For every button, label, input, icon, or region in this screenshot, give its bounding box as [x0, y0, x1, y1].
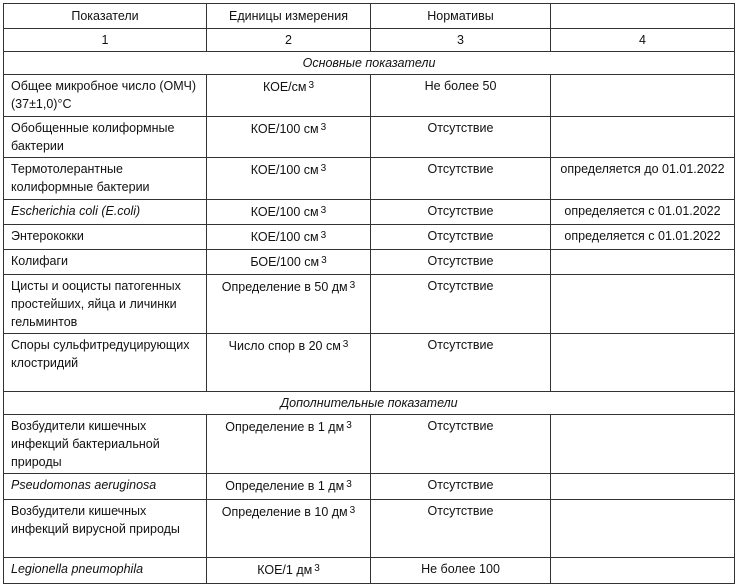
- table-row: [4, 474, 735, 500]
- section-title-additional: Дополнительные показатели: [4, 392, 735, 415]
- unit-exponent: 3: [349, 505, 356, 516]
- note-cell: [551, 250, 735, 275]
- table-row: [4, 500, 735, 558]
- unit-text: Определение в 1 дм: [225, 420, 345, 434]
- unit-exponent: 3: [320, 205, 327, 216]
- standards-table: [3, 3, 735, 584]
- table-row: [4, 117, 735, 158]
- section-row-additional: [4, 392, 735, 415]
- unit-cell: [207, 200, 371, 225]
- header-indicators: Показатели: [4, 4, 207, 29]
- unit-exponent: 3: [346, 479, 352, 490]
- unit-exponent: 3: [349, 280, 356, 291]
- norm-cell: Отсутствие: [371, 225, 551, 250]
- column-number: 3: [371, 29, 551, 52]
- section-title-main: Основные показатели: [4, 52, 735, 75]
- indicator-name: Споры сульфитредуцирующих клостридий: [4, 334, 207, 392]
- indicator-name: Термотолерантные колиформные бактерии: [4, 158, 207, 200]
- unit-exponent: 3: [320, 230, 327, 241]
- unit-cell: [207, 558, 371, 584]
- note-cell: [551, 334, 735, 392]
- indicator-name: Escherichia coli (E.coli): [4, 200, 207, 225]
- unit-text: БОЕ/100 см: [250, 255, 320, 269]
- table-row: [4, 334, 735, 392]
- unit-exponent: 3: [308, 80, 315, 91]
- table-row: [4, 415, 735, 474]
- norm-cell: Отсутствие: [371, 500, 551, 558]
- unit-text: КОЕ/100 см: [250, 163, 319, 177]
- unit-exponent: 3: [346, 420, 352, 431]
- norm-cell: Отсутствие: [371, 158, 551, 200]
- unit-cell: [207, 225, 371, 250]
- norm-cell: Отсутствие: [371, 275, 551, 334]
- section-row-main: [4, 52, 735, 75]
- header-units: Единицы измерения: [207, 4, 371, 29]
- norm-cell: Отсутствие: [371, 415, 551, 474]
- indicator-name: Возбудители кишечных инфекций вирусной природы: [4, 500, 207, 558]
- indicator-name: Legionella pneumophila: [4, 558, 207, 584]
- unit-text: КОЕ/100 см: [250, 122, 319, 136]
- note-cell: [551, 275, 735, 334]
- column-number: 4: [551, 29, 735, 52]
- unit-text: Определение в 1 дм: [225, 479, 345, 493]
- unit-exponent: 3: [314, 563, 320, 574]
- note-cell: [551, 474, 735, 500]
- table-row: [4, 158, 735, 200]
- norm-cell: Отсутствие: [371, 250, 551, 275]
- note-cell: [551, 500, 735, 558]
- unit-text: КОЕ/100 см: [250, 230, 319, 244]
- unit-text: Определение в 10 дм: [221, 505, 348, 519]
- indicator-name: Цисты и ооцисты патогенных простейших, яйца и личинки гельминтов: [4, 275, 207, 334]
- norm-cell: Отсутствие: [371, 474, 551, 500]
- table-row: [4, 250, 735, 275]
- unit-cell: [207, 415, 371, 474]
- table-row: [4, 225, 735, 250]
- table-row: [4, 558, 735, 584]
- note-cell: определяется до 01.01.2022: [551, 158, 735, 200]
- unit-cell: [207, 250, 371, 275]
- unit-text: Число спор в 20 см: [228, 339, 341, 353]
- unit-text: Определение в 50 дм: [221, 280, 348, 294]
- norm-cell: Отсутствие: [371, 334, 551, 392]
- note-cell: определяется с 01.01.2022: [551, 200, 735, 225]
- norm-cell: Отсутствие: [371, 117, 551, 158]
- norm-cell: Отсутствие: [371, 200, 551, 225]
- indicator-name: Возбудители кишечных инфекций бактериальной природы: [4, 415, 207, 474]
- indicator-name: Колифаги: [4, 250, 207, 275]
- unit-exponent: 3: [342, 339, 349, 350]
- unit-cell: [207, 334, 371, 392]
- note-cell: [551, 117, 735, 158]
- unit-exponent: 3: [321, 255, 327, 266]
- unit-exponent: 3: [320, 122, 327, 133]
- indicator-name: Pseudomonas aeruginosa: [4, 474, 207, 500]
- indicator-name: Обобщенные колиформные бактерии: [4, 117, 207, 158]
- unit-cell: [207, 474, 371, 500]
- note-cell: определяется с 01.01.2022: [551, 225, 735, 250]
- unit-exponent: 3: [320, 163, 327, 174]
- column-number: 1: [4, 29, 207, 52]
- column-number: 2: [207, 29, 371, 52]
- note-cell: [551, 75, 735, 117]
- note-cell: [551, 415, 735, 474]
- header-norms: Нормативы: [371, 4, 551, 29]
- note-cell: [551, 558, 735, 584]
- unit-cell: [207, 275, 371, 334]
- unit-text: КОЕ/100 см: [250, 205, 319, 219]
- unit-cell: [207, 117, 371, 158]
- table-row: [4, 75, 735, 117]
- indicator-name: Общее микробное число (ОМЧ) (37±1,0)°С: [4, 75, 207, 117]
- column-number-row: [4, 29, 735, 52]
- indicator-name: Энтерококки: [4, 225, 207, 250]
- unit-text: КОЕ/1 дм: [257, 563, 313, 577]
- unit-text: КОЕ/см: [262, 80, 307, 94]
- norm-cell: Не более 50: [371, 75, 551, 117]
- norm-cell: Не более 100: [371, 558, 551, 584]
- table-row: [4, 200, 735, 225]
- header-notes: [551, 4, 735, 29]
- unit-cell: [207, 158, 371, 200]
- unit-cell: [207, 500, 371, 558]
- unit-cell: [207, 75, 371, 117]
- header-row: [4, 4, 735, 29]
- table-row: [4, 275, 735, 334]
